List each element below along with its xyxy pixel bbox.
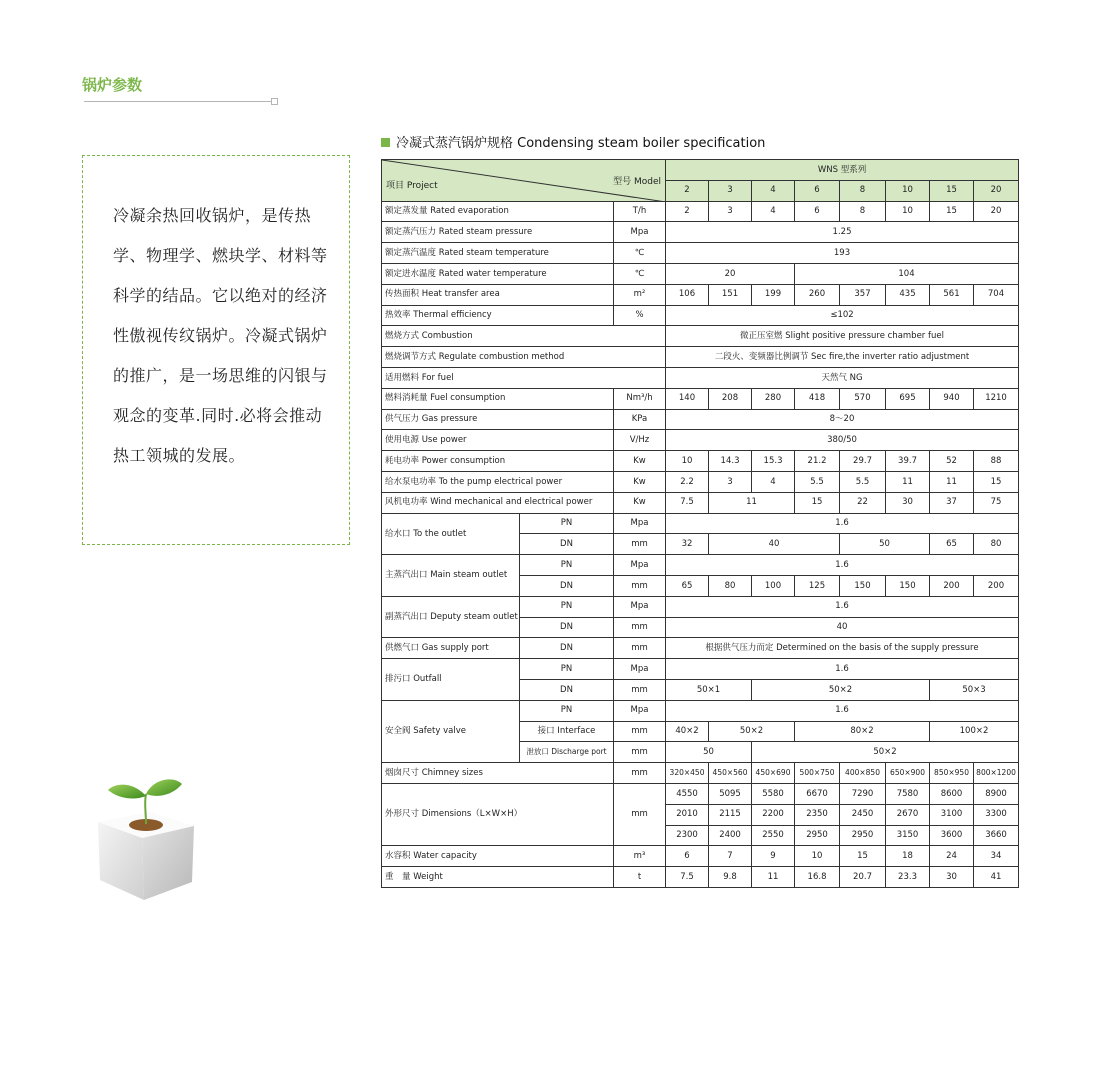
cell: 11	[930, 471, 974, 492]
cell: 50×2	[752, 742, 1019, 763]
row-label: 额定蒸汽温度 Rated steam temperature	[382, 243, 614, 264]
row-rated-temp	[382, 243, 1019, 264]
row-label: 重 量 Weight	[382, 867, 614, 888]
row-unit: Kw	[614, 492, 666, 513]
sub-label: PN	[520, 555, 614, 576]
cell: 7	[709, 846, 752, 867]
model-cell: 20	[974, 180, 1019, 201]
row-unit: mm	[614, 721, 666, 742]
row-label: 热效率 Thermal efficiency	[382, 305, 614, 326]
model-cell: 8	[840, 180, 886, 201]
cell: 21.2	[795, 451, 840, 472]
cell: 100×2	[930, 721, 1019, 742]
cell: 8～20	[666, 409, 1019, 430]
cell: 6	[666, 846, 709, 867]
cell: 400×850	[840, 763, 886, 784]
cell: 1210	[974, 388, 1019, 409]
row-dimensions-l	[382, 783, 1019, 804]
row-unit: Kw	[614, 451, 666, 472]
cell: 100	[752, 575, 795, 596]
row-unit: mm	[614, 575, 666, 596]
cell: 125	[795, 575, 840, 596]
row-power-consumption	[382, 451, 1019, 472]
row-safety-pn	[382, 700, 1019, 721]
cell: 1.6	[666, 513, 1019, 534]
cell: ≤102	[666, 305, 1019, 326]
cell: 2950	[795, 825, 840, 846]
cell: 2115	[709, 804, 752, 825]
cell: 18	[886, 846, 930, 867]
section-marker	[381, 138, 390, 147]
model-cell: 4	[752, 180, 795, 201]
cell: 3	[709, 471, 752, 492]
row-water-temp	[382, 263, 1019, 284]
cell: 5095	[709, 783, 752, 804]
cell: 88	[974, 451, 1019, 472]
row-label: 供燃气口 Gas supply port	[382, 638, 520, 659]
row-unit: Mpa	[614, 700, 666, 721]
row-rated-pressure	[382, 222, 1019, 243]
cell: 650×900	[886, 763, 930, 784]
row-fuel	[382, 367, 1019, 388]
cell: 1.6	[666, 596, 1019, 617]
cell: 3100	[930, 804, 974, 825]
row-label: 额定蒸汽压力 Rated steam pressure	[382, 222, 614, 243]
cell: 561	[930, 284, 974, 305]
cell: 65	[930, 534, 974, 555]
row-heat-area	[382, 284, 1019, 305]
cell: 2950	[840, 825, 886, 846]
row-unit: Mpa	[614, 659, 666, 680]
row-label: 外形尺寸 Dimensions（L×W×H）	[382, 783, 614, 845]
cell: 7290	[840, 783, 886, 804]
cell: 20	[974, 201, 1019, 222]
cell: 357	[840, 284, 886, 305]
cell: 80	[974, 534, 1019, 555]
row-label: 燃烧方式 Combustion	[382, 326, 666, 347]
cell: 5.5	[840, 471, 886, 492]
cell: 3150	[886, 825, 930, 846]
cell: 7580	[886, 783, 930, 804]
cell: 50×2	[709, 721, 795, 742]
cell: 80×2	[795, 721, 930, 742]
cell: 3	[709, 201, 752, 222]
row-unit: KPa	[614, 409, 666, 430]
cell: 208	[709, 388, 752, 409]
sub-label: 接口 Interface	[520, 721, 614, 742]
intro-box	[82, 155, 350, 545]
cell: 7.5	[666, 867, 709, 888]
cell: 940	[930, 388, 974, 409]
cell: 2.2	[666, 471, 709, 492]
model-cell: 3	[709, 180, 752, 201]
row-unit: mm	[614, 534, 666, 555]
cell: 2200	[752, 804, 795, 825]
row-unit: %	[614, 305, 666, 326]
cell: 150	[886, 575, 930, 596]
row-unit: Mpa	[614, 513, 666, 534]
row-unit: Nm³/h	[614, 388, 666, 409]
row-label: 适用燃料 For fuel	[382, 367, 666, 388]
row-unit: m²	[614, 284, 666, 305]
cell: 2350	[795, 804, 840, 825]
header-series: WNS 型系列	[666, 160, 1019, 181]
cell: 50×1	[666, 679, 752, 700]
cell: 10	[886, 201, 930, 222]
row-label: 烟囱尺寸 Chimney sizes	[382, 763, 614, 784]
cell: 450×560	[709, 763, 752, 784]
intro-text: 冷凝余热回收锅炉，是传热学、物理学、燃块学、材料等科学的结品。它以绝对的经济性傲视传纹锅炉。冷凝式锅炉的推广，是一场思维的闪银与观念的变革.同时.必将会推动热工领城的发展。	[113, 206, 328, 465]
cell: 二段火、变频器比例调节 Sec fire,the inverter ratio adjustment	[666, 347, 1019, 368]
model-cell: 6	[795, 180, 840, 201]
row-label: 安全阀 Safety valve	[382, 700, 520, 762]
cell: 2	[666, 201, 709, 222]
cell: 24	[930, 846, 974, 867]
cell: 200	[974, 575, 1019, 596]
cell: 30	[886, 492, 930, 513]
cell: 1.25	[666, 222, 1019, 243]
cell: 50×2	[752, 679, 930, 700]
cell: 1.6	[666, 700, 1019, 721]
row-label: 额定进水温度 Rated water temperature	[382, 263, 614, 284]
row-label: 副蒸汽出口 Deputy steam outlet	[382, 596, 520, 638]
cell: 8900	[974, 783, 1019, 804]
cell: 2550	[752, 825, 795, 846]
cell: 3600	[930, 825, 974, 846]
cell: 418	[795, 388, 840, 409]
cell: 199	[752, 284, 795, 305]
cell: 280	[752, 388, 795, 409]
row-unit: ℃	[614, 263, 666, 284]
sub-label: DN	[520, 575, 614, 596]
row-regulate	[382, 347, 1019, 368]
header-model-label: 型号 Model	[613, 177, 662, 187]
model-cell: 15	[930, 180, 974, 201]
cell: 500×750	[795, 763, 840, 784]
cell: 8600	[930, 783, 974, 804]
cell: 5.5	[795, 471, 840, 492]
row-water-outlet-pn	[382, 513, 1019, 534]
cell: 16.8	[795, 867, 840, 888]
cell: 260	[795, 284, 840, 305]
cell: 10	[666, 451, 709, 472]
cell: 32	[666, 534, 709, 555]
row-label: 排污口 Outfall	[382, 659, 520, 701]
cell: 根据供气压力而定 Determined on the basis of the supply pressure	[666, 638, 1019, 659]
cell: 320×450	[666, 763, 709, 784]
cell: 695	[886, 388, 930, 409]
cell: 850×950	[930, 763, 974, 784]
cell: 150	[840, 575, 886, 596]
row-main-steam-pn	[382, 555, 1019, 576]
row-unit: mm	[614, 783, 666, 845]
section-title-text: 冷凝式蒸汽锅炉规格 Condensing steam boiler specification	[396, 136, 766, 151]
cell: 20.7	[840, 867, 886, 888]
cell: 15	[840, 846, 886, 867]
cell: 34	[974, 846, 1019, 867]
header-project-label: 项目 Project	[386, 180, 438, 191]
row-unit: ℃	[614, 243, 666, 264]
sub-label: DN	[520, 617, 614, 638]
row-unit: mm	[614, 617, 666, 638]
cell: 天然气 NG	[666, 367, 1019, 388]
cell: 15.3	[752, 451, 795, 472]
model-cell: 2	[666, 180, 709, 201]
cell: 11	[886, 471, 930, 492]
cell: 15	[795, 492, 840, 513]
cell: 800×1200	[974, 763, 1019, 784]
cell: 4550	[666, 783, 709, 804]
row-efficiency	[382, 305, 1019, 326]
row-unit: Kw	[614, 471, 666, 492]
row-use-power	[382, 430, 1019, 451]
cell: 52	[930, 451, 974, 472]
cell: 1.6	[666, 659, 1019, 680]
row-gas-pressure	[382, 409, 1019, 430]
cell: 10	[795, 846, 840, 867]
cell: 4	[752, 201, 795, 222]
cell: 23.3	[886, 867, 930, 888]
cell: 3300	[974, 804, 1019, 825]
cell: 200	[930, 575, 974, 596]
row-label: 给水口 To the outlet	[382, 513, 520, 555]
cell: 微正压室燃 Slight positive pressure chamber fuel	[666, 326, 1019, 347]
title-divider	[84, 101, 274, 102]
section-title	[381, 132, 765, 151]
row-gas-port	[382, 638, 1019, 659]
row-unit: T/h	[614, 201, 666, 222]
cell: 9	[752, 846, 795, 867]
row-unit: Mpa	[614, 222, 666, 243]
cell: 40×2	[666, 721, 709, 742]
cell: 1.6	[666, 555, 1019, 576]
row-label: 主蒸汽出口 Main steam outlet	[382, 555, 520, 597]
row-rated-evaporation	[382, 201, 1019, 222]
cell: 151	[709, 284, 752, 305]
sub-label: DN	[520, 534, 614, 555]
cell: 6670	[795, 783, 840, 804]
cell: 7.5	[666, 492, 709, 513]
row-unit: Mpa	[614, 596, 666, 617]
cell: 50	[840, 534, 930, 555]
cell: 29.7	[840, 451, 886, 472]
cell: 40	[666, 617, 1019, 638]
cell: 22	[840, 492, 886, 513]
sub-label: PN	[520, 596, 614, 617]
row-unit: mm	[614, 679, 666, 700]
cell: 14.3	[709, 451, 752, 472]
cell: 50	[666, 742, 752, 763]
row-unit: t	[614, 867, 666, 888]
row-pump-power	[382, 471, 1019, 492]
cell: 704	[974, 284, 1019, 305]
cell: 75	[974, 492, 1019, 513]
row-water-capacity	[382, 846, 1019, 867]
row-unit: V/Hz	[614, 430, 666, 451]
row-combustion	[382, 326, 1019, 347]
row-label: 额定蒸发量 Rated evaporation	[382, 201, 614, 222]
cell: 80	[709, 575, 752, 596]
cell: 20	[666, 263, 795, 284]
cell: 11	[752, 867, 795, 888]
row-unit: Mpa	[614, 555, 666, 576]
sub-label: PN	[520, 659, 614, 680]
cell: 193	[666, 243, 1019, 264]
cell: 41	[974, 867, 1019, 888]
sub-label: PN	[520, 700, 614, 721]
row-label: 燃烧调节方式 Regulate combustion method	[382, 347, 666, 368]
title-divider-end	[271, 98, 278, 105]
row-label: 耗电功率 Power consumption	[382, 451, 614, 472]
row-deputy-steam-pn	[382, 596, 1019, 617]
row-label: 传热面积 Heat transfer area	[382, 284, 614, 305]
cell: 15	[974, 471, 1019, 492]
spec-table	[381, 159, 1019, 888]
cell: 37	[930, 492, 974, 513]
cell: 380/50	[666, 430, 1019, 451]
row-label: 使用电源 Use power	[382, 430, 614, 451]
cell: 9.8	[709, 867, 752, 888]
row-label: 给水泵电功率 To the pump electrical power	[382, 471, 614, 492]
row-chimney	[382, 763, 1019, 784]
cell: 450×690	[752, 763, 795, 784]
row-unit: mm	[614, 742, 666, 763]
cell: 8	[840, 201, 886, 222]
cell: 50×3	[930, 679, 1019, 700]
sub-label: 泄放口 Discharge port	[520, 742, 614, 763]
model-cell: 10	[886, 180, 930, 201]
cell: 106	[666, 284, 709, 305]
cell: 6	[795, 201, 840, 222]
cell: 2400	[709, 825, 752, 846]
cell: 2670	[886, 804, 930, 825]
row-wind-power	[382, 492, 1019, 513]
cell: 2300	[666, 825, 709, 846]
row-label: 风机电功率 Wind mechanical and electrical power	[382, 492, 614, 513]
row-label: 水容积 Water capacity	[382, 846, 614, 867]
row-unit: m³	[614, 846, 666, 867]
sprout-cube-illustration	[94, 776, 204, 902]
cell: 3660	[974, 825, 1019, 846]
cell: 435	[886, 284, 930, 305]
cell: 65	[666, 575, 709, 596]
row-unit: mm	[614, 763, 666, 784]
sub-label: DN	[520, 638, 614, 659]
cell: 11	[709, 492, 795, 513]
row-weight	[382, 867, 1019, 888]
cell: 2450	[840, 804, 886, 825]
sub-label: DN	[520, 679, 614, 700]
row-label: 供气压力 Gas pressure	[382, 409, 614, 430]
row-label: 燃料消耗量 Fuel consumption	[382, 388, 614, 409]
cell: 40	[709, 534, 840, 555]
row-unit: mm	[614, 638, 666, 659]
sub-label: PN	[520, 513, 614, 534]
cell: 2010	[666, 804, 709, 825]
row-outfall-pn	[382, 659, 1019, 680]
cell: 15	[930, 201, 974, 222]
cell: 30	[930, 867, 974, 888]
cell: 5580	[752, 783, 795, 804]
row-fuel-consumption	[382, 388, 1019, 409]
cell: 140	[666, 388, 709, 409]
cell: 570	[840, 388, 886, 409]
page-title: 锅炉参数	[82, 76, 143, 94]
cell: 4	[752, 471, 795, 492]
header-diagonal-cell	[382, 160, 666, 202]
cell: 39.7	[886, 451, 930, 472]
cell: 104	[795, 263, 1019, 284]
